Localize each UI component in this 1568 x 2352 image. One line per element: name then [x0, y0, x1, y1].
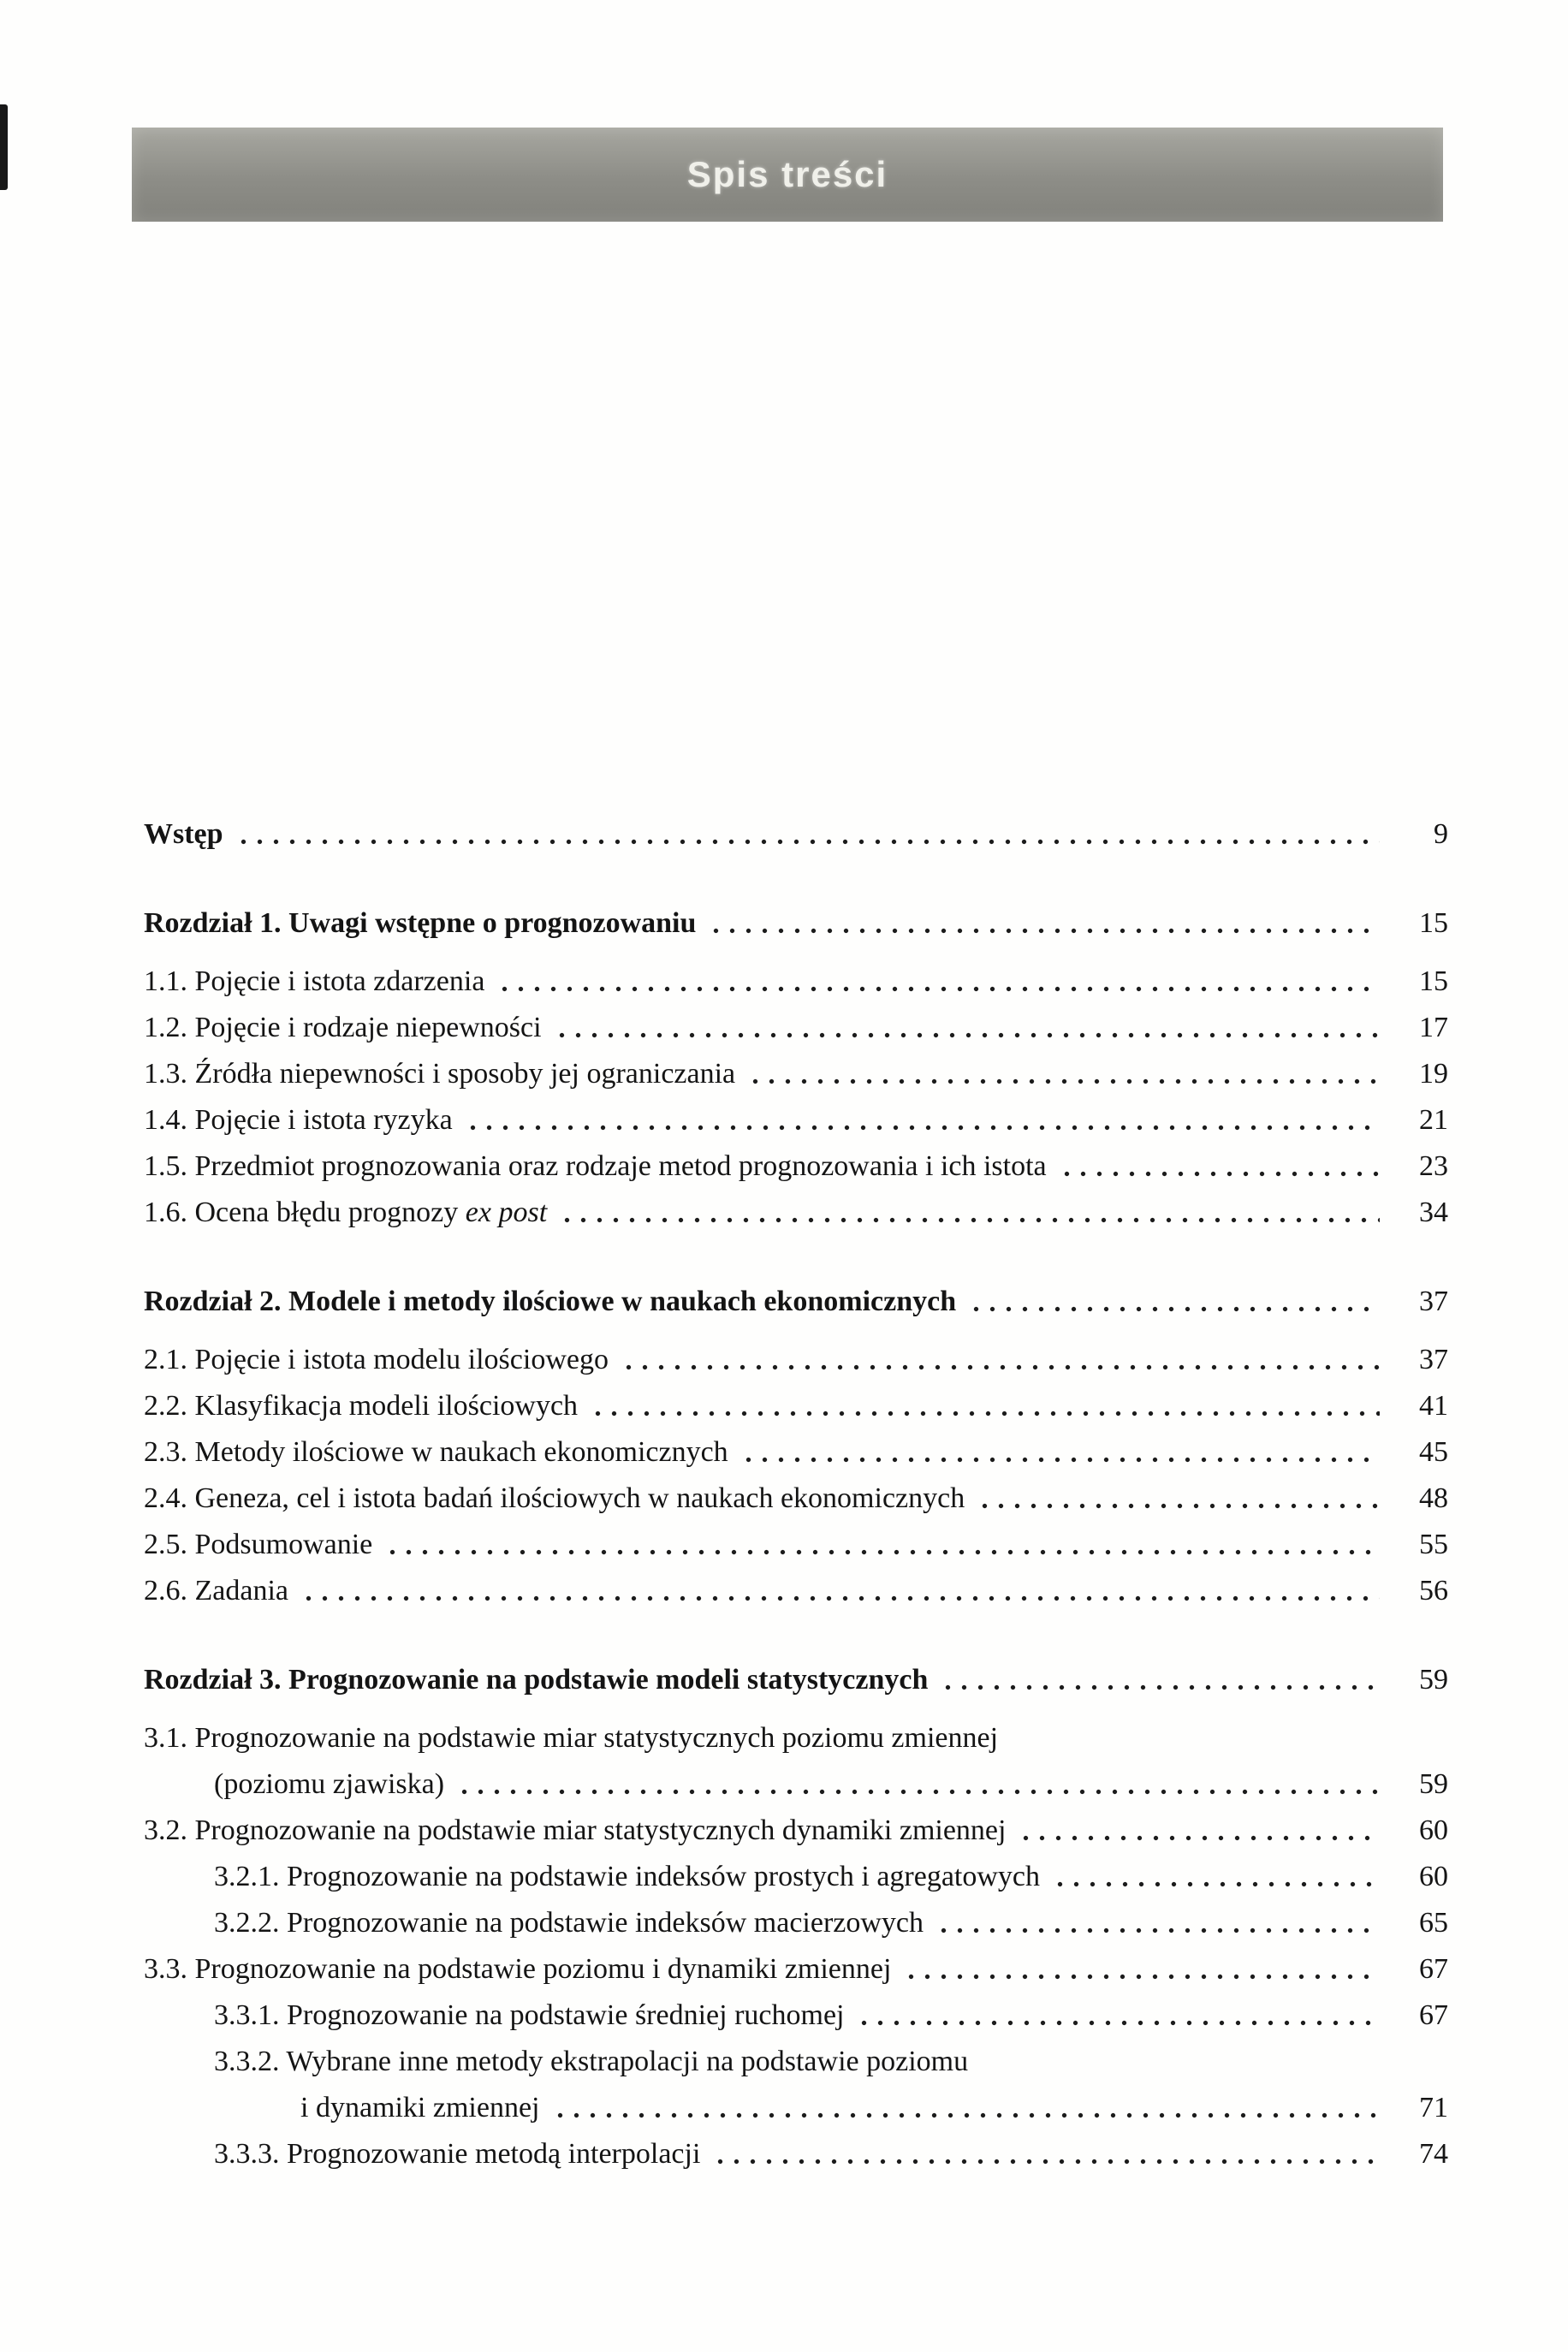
- toc-row: [144, 1337, 1448, 1383]
- dot-leader: [968, 1306, 1380, 1312]
- page-number: 45: [1419, 1436, 1448, 1468]
- page-number: 56: [1419, 1575, 1448, 1607]
- dot-leader: [590, 1411, 1380, 1417]
- dot-leader: [465, 1125, 1380, 1131]
- page-number: 55: [1419, 1529, 1448, 1560]
- page-number: 23: [1419, 1150, 1448, 1182]
- page-number: 15: [1419, 965, 1448, 997]
- toc-entry-label: 2.3. Metody ilościowe w naukach ekonomicznych: [144, 1436, 728, 1468]
- page-number: 17: [1419, 1012, 1448, 1043]
- toc-entry-label-italic: ex post: [465, 1197, 548, 1228]
- toc-row: [144, 1051, 1448, 1097]
- toc-entry-label: 3.2. Prognozowanie na podstawie miar statystycznych dynamiki zmiennej: [144, 1814, 1007, 1846]
- dot-leader: [300, 1595, 1380, 1601]
- page-number: 67: [1419, 1953, 1448, 1985]
- toc-row: [144, 2039, 1448, 2085]
- toc-row: [144, 811, 1448, 858]
- toc-entry-label: 3.2.2. Prognozowanie na podstawie indeksów macierzowych: [214, 1907, 924, 1939]
- page-number: 15: [1419, 907, 1448, 939]
- page-number: 67: [1419, 1999, 1448, 2031]
- toc-entry-label: Wstęp: [144, 818, 223, 850]
- page-number: 37: [1419, 1344, 1448, 1375]
- dot-leader: [708, 928, 1380, 934]
- page-number: 74: [1419, 2138, 1448, 2170]
- toc-entry-label: 1.4. Pojęcie i istota ryzyka: [144, 1104, 453, 1136]
- dot-leader: [747, 1078, 1380, 1084]
- page-number: 60: [1419, 1861, 1448, 1892]
- toc-entry-label: 1.2. Pojęcie i rodzaje niepewności: [144, 1012, 542, 1043]
- toc-row: [144, 1568, 1448, 1614]
- page-number: 41: [1419, 1390, 1448, 1422]
- dot-leader: [940, 1684, 1380, 1690]
- page-number: 65: [1419, 1907, 1448, 1939]
- dot-leader: [1052, 1881, 1380, 1887]
- dot-leader: [559, 1217, 1380, 1223]
- toc-row: [144, 1946, 1448, 1993]
- dot-leader: [856, 2020, 1380, 2026]
- page-number: 19: [1419, 1058, 1448, 1090]
- toc-entry-label: Rozdział 1. Uwagi wstępne o prognozowaniu: [144, 907, 697, 939]
- dot-leader: [903, 1974, 1380, 1980]
- toc-entry-label: 3.1. Prognozowanie na podstawie miar statystycznych poziomu zmiennej: [144, 1722, 999, 1754]
- toc-row: [144, 1900, 1448, 1946]
- page-number: 59: [1419, 1768, 1448, 1800]
- toc-row: [144, 1429, 1448, 1476]
- toc-row: [144, 1993, 1448, 2039]
- page-number: 60: [1419, 1814, 1448, 1846]
- toc-chapter-row: [144, 900, 1448, 947]
- page-number: 21: [1419, 1104, 1448, 1136]
- table-of-contents: [144, 811, 1448, 2177]
- toc-chapter-row: [144, 1279, 1448, 1325]
- toc-row: [144, 1097, 1448, 1143]
- dot-leader: [384, 1549, 1380, 1555]
- toc-row: [144, 1854, 1448, 1900]
- toc-entry-label: 2.6. Zadania: [144, 1575, 288, 1607]
- dot-leader: [1018, 1835, 1380, 1841]
- dot-leader: [740, 1457, 1380, 1463]
- toc-entry-label: (poziomu zjawiska): [214, 1768, 445, 1800]
- page-number: 71: [1419, 2092, 1448, 2123]
- toc-row: [144, 1808, 1448, 1854]
- toc-entry-label: i dynamiki zmiennej: [300, 2092, 540, 2123]
- dot-leader: [496, 986, 1380, 992]
- dot-leader: [977, 1503, 1380, 1509]
- toc-entry-label: 1.6. Ocena błędu prognozy ex post: [144, 1197, 548, 1228]
- toc-entry-label: 3.3.1. Prognozowanie na podstawie średniej ruchomej: [214, 1999, 845, 2031]
- chapter-banner: [132, 128, 1443, 222]
- page-number: 34: [1419, 1197, 1448, 1228]
- toc-entry-label: 3.3.3. Prognozowanie metodą interpolacji: [214, 2138, 701, 2170]
- toc-row: [144, 2131, 1448, 2177]
- page-number: 48: [1419, 1482, 1448, 1514]
- dot-leader: [712, 2159, 1380, 2165]
- page-number: 37: [1419, 1286, 1448, 1317]
- toc-entry-label: 1.1. Pojęcie i istota zdarzenia: [144, 965, 485, 997]
- toc-entry-label: Rozdział 3. Prognozowanie na podstawie modeli statystycznych: [144, 1664, 929, 1696]
- toc-row: [144, 1383, 1448, 1429]
- page-number: 9: [1434, 818, 1448, 850]
- toc-entry-label: 1.3. Źródła niepewności i sposoby jej ograniczania: [144, 1058, 736, 1090]
- toc-entry-label: Rozdział 2. Modele i metody ilościowe w naukach ekonomicznych: [144, 1286, 957, 1317]
- dot-leader: [235, 839, 1380, 845]
- toc-entry-label: 1.5. Przedmiot prognozowania oraz rodzaje metod prognozowania i ich istota: [144, 1150, 1047, 1182]
- dot-leader: [456, 1789, 1380, 1795]
- dot-leader: [554, 1032, 1380, 1038]
- toc-entry-label: 2.5. Podsumowanie: [144, 1529, 373, 1560]
- dot-leader: [621, 1364, 1380, 1370]
- toc-row: [144, 1143, 1448, 1190]
- toc-row: [144, 1715, 1448, 1761]
- page-title: Spis treści: [686, 154, 888, 194]
- toc-row: [144, 1476, 1448, 1522]
- toc-row: [144, 959, 1448, 1005]
- toc-entry-label: 2.1. Pojęcie i istota modelu ilościowego: [144, 1344, 609, 1375]
- toc-row: [144, 1761, 1448, 1808]
- toc-row: [144, 1190, 1448, 1236]
- dot-leader: [552, 2112, 1381, 2118]
- page-number: 59: [1419, 1664, 1448, 1696]
- toc-chapter-row: [144, 1657, 1448, 1703]
- toc-entry-label: 3.3. Prognozowanie na podstawie poziomu i dynamiki zmiennej: [144, 1953, 892, 1985]
- dot-leader: [1059, 1171, 1380, 1177]
- dot-leader: [935, 1927, 1380, 1933]
- toc-entry-label: 3.2.1. Prognozowanie na podstawie indeksów prostych i agregatowych: [214, 1861, 1040, 1892]
- scan-edge-artifact: [0, 104, 8, 190]
- toc-row: [144, 1005, 1448, 1051]
- toc-entry-label: 2.2. Klasyfikacja modeli ilościowych: [144, 1390, 579, 1422]
- toc-entry-label: 3.3.2. Wybrane inne metody ekstrapolacji na podstawie poziomu: [214, 2046, 969, 2077]
- toc-row: [144, 2085, 1448, 2131]
- toc-entry-label: 2.4. Geneza, cel i istota badań ilościowych w naukach ekonomicznych: [144, 1482, 965, 1514]
- toc-row: [144, 1522, 1448, 1568]
